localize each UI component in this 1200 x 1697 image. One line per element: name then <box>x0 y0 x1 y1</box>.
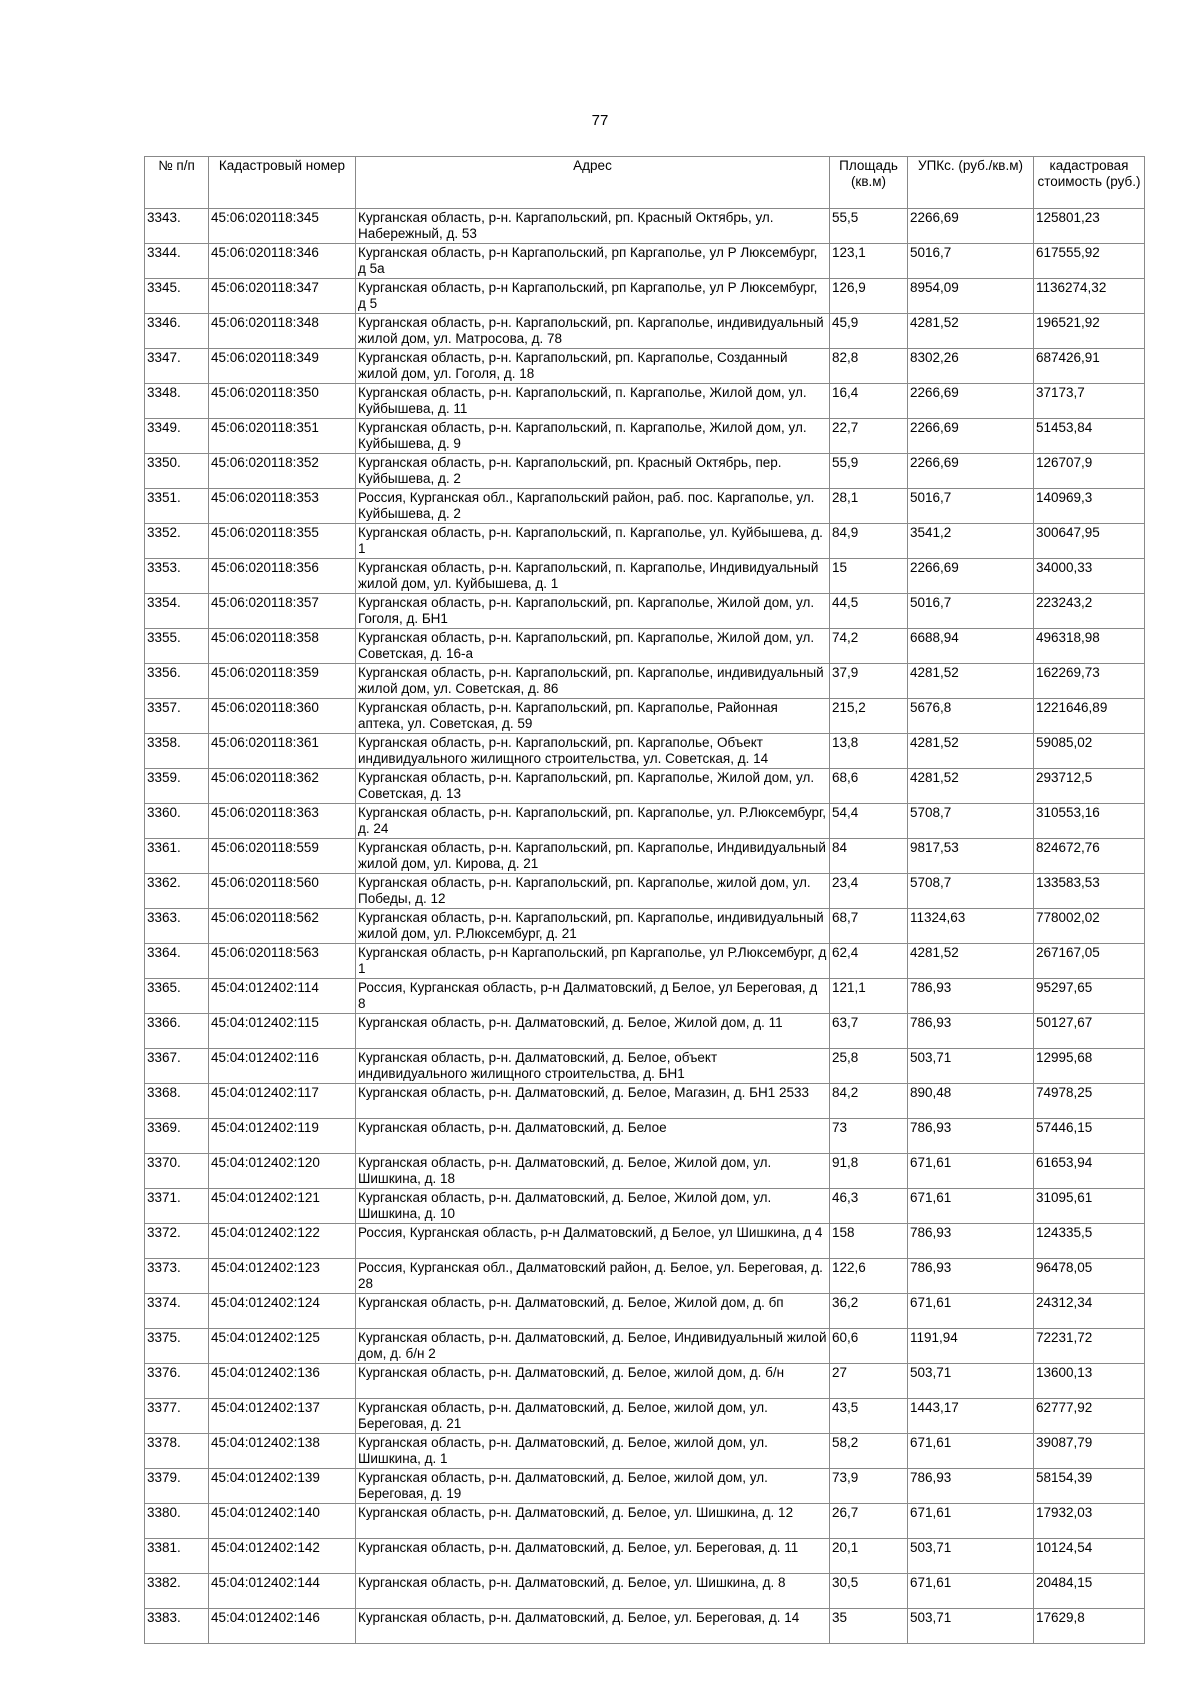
table-row <box>145 1574 1145 1609</box>
header-cadastral-value: кадастровая стоимость (руб.) <box>1034 157 1145 209</box>
cell-address: Курганская область, р-н. Каргапольский, рп. Каргаполье, жилой дом, ул. Победы, д. 12 <box>356 874 830 909</box>
cell-cadastral-value: 140969,3 <box>1034 489 1145 524</box>
cell-cadastral-value: 293712,5 <box>1034 769 1145 804</box>
table-row <box>145 734 1145 769</box>
cell-cadastral-number: 45:04:012402:137 <box>209 1399 356 1434</box>
page-number: 77 <box>591 112 609 129</box>
cell-area: 73,9 <box>830 1469 908 1504</box>
cell-area: 28,1 <box>830 489 908 524</box>
cell-cadastral-value: 133583,53 <box>1034 874 1145 909</box>
cell-unit-value: 786,93 <box>908 979 1034 1014</box>
cell-unit-value: 786,93 <box>908 1469 1034 1504</box>
cell-row-number: 3350. <box>145 454 209 489</box>
cell-row-number: 3344. <box>145 244 209 279</box>
cell-cadastral-number: 45:06:020118:350 <box>209 384 356 419</box>
cell-cadastral-value: 778002,02 <box>1034 909 1145 944</box>
cell-unit-value: 786,93 <box>908 1119 1034 1154</box>
cell-area: 126,9 <box>830 279 908 314</box>
cell-cadastral-value: 57446,15 <box>1034 1119 1145 1154</box>
cell-cadastral-number: 45:04:012402:125 <box>209 1329 356 1364</box>
cell-cadastral-value: 17629,8 <box>1034 1609 1145 1644</box>
cell-row-number: 3347. <box>145 349 209 384</box>
table-row <box>145 1469 1145 1504</box>
cell-cadastral-value: 96478,05 <box>1034 1259 1145 1294</box>
cell-cadastral-value: 10124,54 <box>1034 1539 1145 1574</box>
cell-unit-value: 2266,69 <box>908 384 1034 419</box>
cell-address: Курганская область, р-н. Далматовский, д. Белое <box>356 1119 830 1154</box>
cell-address: Курганская область, р-н. Далматовский, д. Белое, жилой дом, ул. Береговая, д. 21 <box>356 1399 830 1434</box>
table-row <box>145 454 1145 489</box>
cell-address: Курганская область, р-н. Каргапольский, рп. Красный Октябрь, ул. Набережный, д. 53 <box>356 209 830 244</box>
table-row <box>145 699 1145 734</box>
header-cadastral-number: Кадастровый номер <box>209 157 356 209</box>
cell-area: 15 <box>830 559 908 594</box>
cell-cadastral-number: 45:06:020118:363 <box>209 804 356 839</box>
cell-unit-value: 671,61 <box>908 1504 1034 1539</box>
cell-cadastral-value: 300647,95 <box>1034 524 1145 559</box>
cell-cadastral-value: 310553,16 <box>1034 804 1145 839</box>
cell-cadastral-number: 45:06:020118:352 <box>209 454 356 489</box>
cell-row-number: 3367. <box>145 1049 209 1084</box>
cell-unit-value: 9817,53 <box>908 839 1034 874</box>
cell-unit-value: 4281,52 <box>908 944 1034 979</box>
cell-cadastral-number: 45:06:020118:361 <box>209 734 356 769</box>
cell-unit-value: 671,61 <box>908 1189 1034 1224</box>
cell-area: 55,5 <box>830 209 908 244</box>
table-row <box>145 1084 1145 1119</box>
cell-unit-value: 3541,2 <box>908 524 1034 559</box>
cell-area: 68,6 <box>830 769 908 804</box>
table-row <box>145 524 1145 559</box>
cell-row-number: 3357. <box>145 699 209 734</box>
cell-area: 37,9 <box>830 664 908 699</box>
cell-unit-value: 786,93 <box>908 1259 1034 1294</box>
cell-address: Курганская область, р-н. Далматовский, д. Белое, жилой дом, ул. Шишкина, д. 1 <box>356 1434 830 1469</box>
table-row <box>145 314 1145 349</box>
cell-unit-value: 5016,7 <box>908 489 1034 524</box>
cell-row-number: 3364. <box>145 944 209 979</box>
cell-address: Курганская область, р-н. Каргапольский, рп. Красный Октябрь, пер. Куйбышева, д. 2 <box>356 454 830 489</box>
cell-area: 91,8 <box>830 1154 908 1189</box>
cell-cadastral-value: 126707,9 <box>1034 454 1145 489</box>
cell-row-number: 3355. <box>145 629 209 664</box>
cell-unit-value: 4281,52 <box>908 664 1034 699</box>
cell-address: Курганская область, р-н. Каргапольский, п. Каргаполье, Жилой дом, ул. Куйбышева, д. 11 <box>356 384 830 419</box>
cell-cadastral-number: 45:06:020118:562 <box>209 909 356 944</box>
cell-address: Курганская область, р-н. Далматовский, д. Белое, ул. Береговая, д. 11 <box>356 1539 830 1574</box>
table-row <box>145 629 1145 664</box>
table-row <box>145 1119 1145 1154</box>
cell-cadastral-number: 45:04:012402:119 <box>209 1119 356 1154</box>
cell-area: 73 <box>830 1119 908 1154</box>
cell-cadastral-number: 45:04:012402:123 <box>209 1259 356 1294</box>
table-row <box>145 1049 1145 1084</box>
table-row <box>145 1364 1145 1399</box>
cell-cadastral-value: 125801,23 <box>1034 209 1145 244</box>
cell-cadastral-value: 1221646,89 <box>1034 699 1145 734</box>
header-unit-value: УПКс. (руб./кв.м) <box>908 157 1034 209</box>
cell-cadastral-number: 45:04:012402:138 <box>209 1434 356 1469</box>
cell-address: Курганская область, р-н. Каргапольский, п. Каргаполье, ул. Куйбышева, д. 1 <box>356 524 830 559</box>
cell-address: Курганская область, р-н. Каргапольский, рп. Каргаполье, ул. Р.Люксембург, д. 24 <box>356 804 830 839</box>
cell-cadastral-value: 61653,94 <box>1034 1154 1145 1189</box>
cell-address: Россия, Курганская обл., Каргапольский район, раб. пос. Каргаполье, ул. Куйбышева, д. 2 <box>356 489 830 524</box>
cell-area: 23,4 <box>830 874 908 909</box>
cell-row-number: 3356. <box>145 664 209 699</box>
table-row <box>145 1504 1145 1539</box>
cell-area: 16,4 <box>830 384 908 419</box>
cell-cadastral-number: 45:06:020118:346 <box>209 244 356 279</box>
cell-unit-value: 5016,7 <box>908 594 1034 629</box>
cell-unit-value: 1191,94 <box>908 1329 1034 1364</box>
cell-area: 58,2 <box>830 1434 908 1469</box>
table-row <box>145 944 1145 979</box>
cell-area: 25,8 <box>830 1049 908 1084</box>
table-row <box>145 1399 1145 1434</box>
cell-row-number: 3359. <box>145 769 209 804</box>
table-row <box>145 1189 1145 1224</box>
cell-cadastral-number: 45:04:012402:115 <box>209 1014 356 1049</box>
table-row <box>145 979 1145 1014</box>
cell-unit-value: 5676,8 <box>908 699 1034 734</box>
cell-cadastral-value: 124335,5 <box>1034 1224 1145 1259</box>
table-row <box>145 384 1145 419</box>
cell-row-number: 3351. <box>145 489 209 524</box>
cell-area: 27 <box>830 1364 908 1399</box>
cell-row-number: 3377. <box>145 1399 209 1434</box>
cell-area: 215,2 <box>830 699 908 734</box>
cell-unit-value: 503,71 <box>908 1539 1034 1574</box>
cell-address: Курганская область, р-н. Каргапольский, рп. Каргаполье, Созданный жилой дом, ул. Гоголя, д. 18 <box>356 349 830 384</box>
cell-address: Курганская область, р-н. Каргапольский, рп. Каргаполье, Жилой дом, ул. Советская, д. 16-а <box>356 629 830 664</box>
cell-address: Курганская область, р-н. Каргапольский, рп. Каргаполье, Жилой дом, ул. Советская, д. 13 <box>356 769 830 804</box>
cell-row-number: 3343. <box>145 209 209 244</box>
cell-address: Курганская область, р-н Каргапольский, рп Каргаполье, ул Р Люксембург, д 5а <box>356 244 830 279</box>
cell-row-number: 3374. <box>145 1294 209 1329</box>
table-body <box>145 209 1145 1644</box>
cell-area: 63,7 <box>830 1014 908 1049</box>
table-row <box>145 804 1145 839</box>
cell-cadastral-value: 37173,7 <box>1034 384 1145 419</box>
cell-unit-value: 671,61 <box>908 1154 1034 1189</box>
cell-cadastral-number: 45:04:012402:146 <box>209 1609 356 1644</box>
cell-cadastral-value: 162269,73 <box>1034 664 1145 699</box>
cell-area: 35 <box>830 1609 908 1644</box>
cell-address: Курганская область, р-н. Далматовский, д. Белое, объект индивидуального жилищного строительства, д. БН1 <box>356 1049 830 1084</box>
cell-row-number: 3369. <box>145 1119 209 1154</box>
cell-area: 22,7 <box>830 419 908 454</box>
cell-row-number: 3376. <box>145 1364 209 1399</box>
cell-cadastral-number: 45:04:012402:114 <box>209 979 356 1014</box>
cell-cadastral-value: 50127,67 <box>1034 1014 1145 1049</box>
cell-row-number: 3361. <box>145 839 209 874</box>
cell-area: 13,8 <box>830 734 908 769</box>
cell-cadastral-value: 824672,76 <box>1034 839 1145 874</box>
cell-row-number: 3382. <box>145 1574 209 1609</box>
table-row <box>145 1294 1145 1329</box>
cell-row-number: 3349. <box>145 419 209 454</box>
cell-address: Россия, Курганская область, р-н Далматовский, д Белое, ул Шишкина, д 4 <box>356 1224 830 1259</box>
cell-cadastral-value: 59085,02 <box>1034 734 1145 769</box>
cell-area: 55,9 <box>830 454 908 489</box>
cell-cadastral-number: 45:06:020118:360 <box>209 699 356 734</box>
cell-area: 36,2 <box>830 1294 908 1329</box>
table-row <box>145 489 1145 524</box>
cell-cadastral-number: 45:04:012402:139 <box>209 1469 356 1504</box>
cell-unit-value: 503,71 <box>908 1049 1034 1084</box>
cell-cadastral-number: 45:06:020118:351 <box>209 419 356 454</box>
cell-cadastral-value: 24312,34 <box>1034 1294 1145 1329</box>
table-row <box>145 1224 1145 1259</box>
cell-cadastral-value: 13600,13 <box>1034 1364 1145 1399</box>
cell-unit-value: 786,93 <box>908 1224 1034 1259</box>
cell-address: Курганская область, р-н. Далматовский, д. Белое, Жилой дом, д. бп <box>356 1294 830 1329</box>
cell-cadastral-number: 45:06:020118:355 <box>209 524 356 559</box>
cell-unit-value: 2266,69 <box>908 209 1034 244</box>
cell-cadastral-number: 45:04:012402:142 <box>209 1539 356 1574</box>
cell-row-number: 3360. <box>145 804 209 839</box>
cell-row-number: 3380. <box>145 1504 209 1539</box>
cell-cadastral-value: 12995,68 <box>1034 1049 1145 1084</box>
table-row <box>145 1259 1145 1294</box>
cell-area: 68,7 <box>830 909 908 944</box>
cell-area: 84,9 <box>830 524 908 559</box>
cell-address: Курганская область, р-н. Далматовский, д. Белое, Жилой дом, ул. Шишкина, д. 10 <box>356 1189 830 1224</box>
table-row <box>145 559 1145 594</box>
cell-address: Россия, Курганская обл., Далматовский район, д. Белое, ул. Береговая, д. 28 <box>356 1259 830 1294</box>
cell-row-number: 3366. <box>145 1014 209 1049</box>
cell-address: Курганская область, р-н Каргапольский, рп Каргаполье, ул Р.Люксембург, д 1 <box>356 944 830 979</box>
table-row <box>145 839 1145 874</box>
cell-cadastral-number: 45:04:012402:140 <box>209 1504 356 1539</box>
cell-cadastral-value: 74978,25 <box>1034 1084 1145 1119</box>
cell-area: 20,1 <box>830 1539 908 1574</box>
cell-unit-value: 8302,26 <box>908 349 1034 384</box>
cell-area: 123,1 <box>830 244 908 279</box>
cell-cadastral-number: 45:06:020118:358 <box>209 629 356 664</box>
cell-cadastral-number: 45:06:020118:357 <box>209 594 356 629</box>
cell-cadastral-number: 45:04:012402:136 <box>209 1364 356 1399</box>
cell-area: 43,5 <box>830 1399 908 1434</box>
cell-area: 54,4 <box>830 804 908 839</box>
cell-cadastral-value: 223243,2 <box>1034 594 1145 629</box>
cell-unit-value: 4281,52 <box>908 734 1034 769</box>
cell-row-number: 3365. <box>145 979 209 1014</box>
cell-row-number: 3358. <box>145 734 209 769</box>
table-row <box>145 1154 1145 1189</box>
cell-row-number: 3379. <box>145 1469 209 1504</box>
cell-cadastral-value: 496318,98 <box>1034 629 1145 664</box>
cell-area: 84 <box>830 839 908 874</box>
cell-address: Курганская область, р-н. Далматовский, д. Белое, Жилой дом, ул. Шишкина, д. 18 <box>356 1154 830 1189</box>
cell-address: Курганская область, р-н. Далматовский, д. Белое, ул. Шишкина, д. 8 <box>356 1574 830 1609</box>
header-area: Площадь (кв.м) <box>830 157 908 209</box>
cell-address: Курганская область, р-н. Каргапольский, рп. Каргаполье, индивидуальный жилой дом, ул. Советская, д. 86 <box>356 664 830 699</box>
cadastral-table <box>144 156 1145 1644</box>
cell-area: 121,1 <box>830 979 908 1014</box>
table-row <box>145 349 1145 384</box>
cell-row-number: 3368. <box>145 1084 209 1119</box>
cell-row-number: 3371. <box>145 1189 209 1224</box>
cell-address: Курганская область, р-н. Каргапольский, рп. Каргаполье, Жилой дом, ул. Гоголя, д. БН1 <box>356 594 830 629</box>
cell-cadastral-number: 45:04:012402:116 <box>209 1049 356 1084</box>
cell-cadastral-value: 51453,84 <box>1034 419 1145 454</box>
cell-unit-value: 671,61 <box>908 1574 1034 1609</box>
cell-area: 60,6 <box>830 1329 908 1364</box>
cell-cadastral-value: 62777,92 <box>1034 1399 1145 1434</box>
cell-area: 45,9 <box>830 314 908 349</box>
cell-unit-value: 2266,69 <box>908 419 1034 454</box>
cell-unit-value: 890,48 <box>908 1084 1034 1119</box>
cell-cadastral-value: 95297,65 <box>1034 979 1145 1014</box>
cell-row-number: 3372. <box>145 1224 209 1259</box>
cell-cadastral-number: 45:06:020118:349 <box>209 349 356 384</box>
header-address: Адрес <box>356 157 830 209</box>
cell-cadastral-number: 45:06:020118:559 <box>209 839 356 874</box>
cell-area: 122,6 <box>830 1259 908 1294</box>
cell-cadastral-number: 45:06:020118:356 <box>209 559 356 594</box>
cell-cadastral-number: 45:04:012402:120 <box>209 1154 356 1189</box>
cell-cadastral-value: 617555,92 <box>1034 244 1145 279</box>
cell-row-number: 3346. <box>145 314 209 349</box>
cell-address: Курганская область, р-н. Далматовский, д. Белое, ул. Шишкина, д. 12 <box>356 1504 830 1539</box>
cell-unit-value: 4281,52 <box>908 769 1034 804</box>
cell-address: Курганская область, р-н. Далматовский, д. Белое, Индивидуальный жилой дом, д. б/н 2 <box>356 1329 830 1364</box>
cell-cadastral-value: 39087,79 <box>1034 1434 1145 1469</box>
cell-cadastral-number: 45:06:020118:348 <box>209 314 356 349</box>
cell-unit-value: 671,61 <box>908 1294 1034 1329</box>
cell-area: 46,3 <box>830 1189 908 1224</box>
table-header-row <box>145 157 1145 209</box>
cell-address: Курганская область, р-н. Далматовский, д. Белое, ул. Береговая, д. 14 <box>356 1609 830 1644</box>
table-row <box>145 594 1145 629</box>
cell-cadastral-value: 20484,15 <box>1034 1574 1145 1609</box>
table-row <box>145 1609 1145 1644</box>
cell-row-number: 3352. <box>145 524 209 559</box>
cell-cadastral-number: 45:06:020118:347 <box>209 279 356 314</box>
cell-cadastral-value: 196521,92 <box>1034 314 1145 349</box>
cell-row-number: 3375. <box>145 1329 209 1364</box>
cell-area: 26,7 <box>830 1504 908 1539</box>
cell-address: Курганская область, р-н. Далматовский, д. Белое, Магазин, д. БН1 2533 <box>356 1084 830 1119</box>
cell-unit-value: 6688,94 <box>908 629 1034 664</box>
cell-cadastral-number: 45:06:020118:563 <box>209 944 356 979</box>
table-row <box>145 1539 1145 1574</box>
cell-unit-value: 671,61 <box>908 1434 1034 1469</box>
header-row-number: № п/п <box>145 157 209 209</box>
cell-row-number: 3378. <box>145 1434 209 1469</box>
cell-row-number: 3370. <box>145 1154 209 1189</box>
table-row <box>145 419 1145 454</box>
cell-row-number: 3381. <box>145 1539 209 1574</box>
cell-cadastral-value: 72231,72 <box>1034 1329 1145 1364</box>
cell-unit-value: 5016,7 <box>908 244 1034 279</box>
cell-cadastral-value: 34000,33 <box>1034 559 1145 594</box>
cell-unit-value: 4281,52 <box>908 314 1034 349</box>
cell-row-number: 3383. <box>145 1609 209 1644</box>
cell-cadastral-value: 267167,05 <box>1034 944 1145 979</box>
cell-area: 74,2 <box>830 629 908 664</box>
cell-unit-value: 11324,63 <box>908 909 1034 944</box>
cell-address: Курганская область, р-н. Далматовский, д. Белое, жилой дом, ул. Береговая, д. 19 <box>356 1469 830 1504</box>
cell-cadastral-number: 45:04:012402:124 <box>209 1294 356 1329</box>
cell-unit-value: 2266,69 <box>908 454 1034 489</box>
cell-cadastral-value: 1136274,32 <box>1034 279 1145 314</box>
cell-address: Курганская область, р-н. Каргапольский, рп. Каргаполье, индивидуальный жилой дом, ул. Матросова, д. 78 <box>356 314 830 349</box>
cell-cadastral-value: 17932,03 <box>1034 1504 1145 1539</box>
cell-cadastral-number: 45:06:020118:560 <box>209 874 356 909</box>
cell-cadastral-number: 45:06:020118:345 <box>209 209 356 244</box>
cell-unit-value: 2266,69 <box>908 559 1034 594</box>
cell-cadastral-number: 45:06:020118:359 <box>209 664 356 699</box>
table-row <box>145 1434 1145 1469</box>
cell-address: Курганская область, р-н. Каргапольский, п. Каргаполье, Жилой дом, ул. Куйбышева, д. 9 <box>356 419 830 454</box>
cell-cadastral-value: 687426,91 <box>1034 349 1145 384</box>
cell-address: Курганская область, р-н Каргапольский, рп Каргаполье, ул Р Люксембург, д 5 <box>356 279 830 314</box>
cell-row-number: 3348. <box>145 384 209 419</box>
cell-address: Курганская область, р-н. Каргапольский, п. Каргаполье, Индивидуальный жилой дом, ул. Куйбышева, д. 1 <box>356 559 830 594</box>
cell-unit-value: 786,93 <box>908 1014 1034 1049</box>
cell-address: Курганская область, р-н. Далматовский, д. Белое, Жилой дом, д. 11 <box>356 1014 830 1049</box>
cell-row-number: 3373. <box>145 1259 209 1294</box>
cell-unit-value: 5708,7 <box>908 874 1034 909</box>
cell-cadastral-number: 45:06:020118:353 <box>209 489 356 524</box>
cell-row-number: 3345. <box>145 279 209 314</box>
cell-area: 30,5 <box>830 1574 908 1609</box>
table-row <box>145 279 1145 314</box>
cell-unit-value: 503,71 <box>908 1609 1034 1644</box>
cell-unit-value: 1443,17 <box>908 1399 1034 1434</box>
cell-address: Россия, Курганская область, р-н Далматовский, д Белое, ул Береговая, д 8 <box>356 979 830 1014</box>
cell-cadastral-number: 45:04:012402:122 <box>209 1224 356 1259</box>
table-row <box>145 874 1145 909</box>
table-row <box>145 209 1145 244</box>
cell-address: Курганская область, р-н. Каргапольский, рп. Каргаполье, Районная аптека, ул. Советская, д. 59 <box>356 699 830 734</box>
cell-area: 158 <box>830 1224 908 1259</box>
cell-unit-value: 8954,09 <box>908 279 1034 314</box>
cell-address: Курганская область, р-н. Каргапольский, рп. Каргаполье, Объект индивидуального жилищного строительства, ул. Советская, д. 14 <box>356 734 830 769</box>
cell-unit-value: 503,71 <box>908 1364 1034 1399</box>
cell-area: 62,4 <box>830 944 908 979</box>
table-row <box>145 1329 1145 1364</box>
cell-area: 44,5 <box>830 594 908 629</box>
cell-row-number: 3353. <box>145 559 209 594</box>
table-row <box>145 769 1145 804</box>
table-row <box>145 244 1145 279</box>
cell-address: Курганская область, р-н. Каргапольский, рп. Каргаполье, Индивидуальный жилой дом, ул. Кирова, д. 21 <box>356 839 830 874</box>
cell-row-number: 3354. <box>145 594 209 629</box>
cell-cadastral-number: 45:04:012402:144 <box>209 1574 356 1609</box>
cell-unit-value: 5708,7 <box>908 804 1034 839</box>
cell-cadastral-number: 45:06:020118:362 <box>209 769 356 804</box>
cell-row-number: 3362. <box>145 874 209 909</box>
table-row <box>145 1014 1145 1049</box>
cell-cadastral-value: 31095,61 <box>1034 1189 1145 1224</box>
table-row <box>145 909 1145 944</box>
cell-address: Курганская область, р-н. Каргапольский, рп. Каргаполье, индивидуальный жилой дом, ул. Р.Люксембург, д. 21 <box>356 909 830 944</box>
cell-area: 82,8 <box>830 349 908 384</box>
cell-cadastral-value: 58154,39 <box>1034 1469 1145 1504</box>
table-row <box>145 664 1145 699</box>
cell-address: Курганская область, р-н. Далматовский, д. Белое, жилой дом, д. б/н <box>356 1364 830 1399</box>
cell-area: 84,2 <box>830 1084 908 1119</box>
cell-row-number: 3363. <box>145 909 209 944</box>
cell-cadastral-number: 45:04:012402:121 <box>209 1189 356 1224</box>
cell-cadastral-number: 45:04:012402:117 <box>209 1084 356 1119</box>
